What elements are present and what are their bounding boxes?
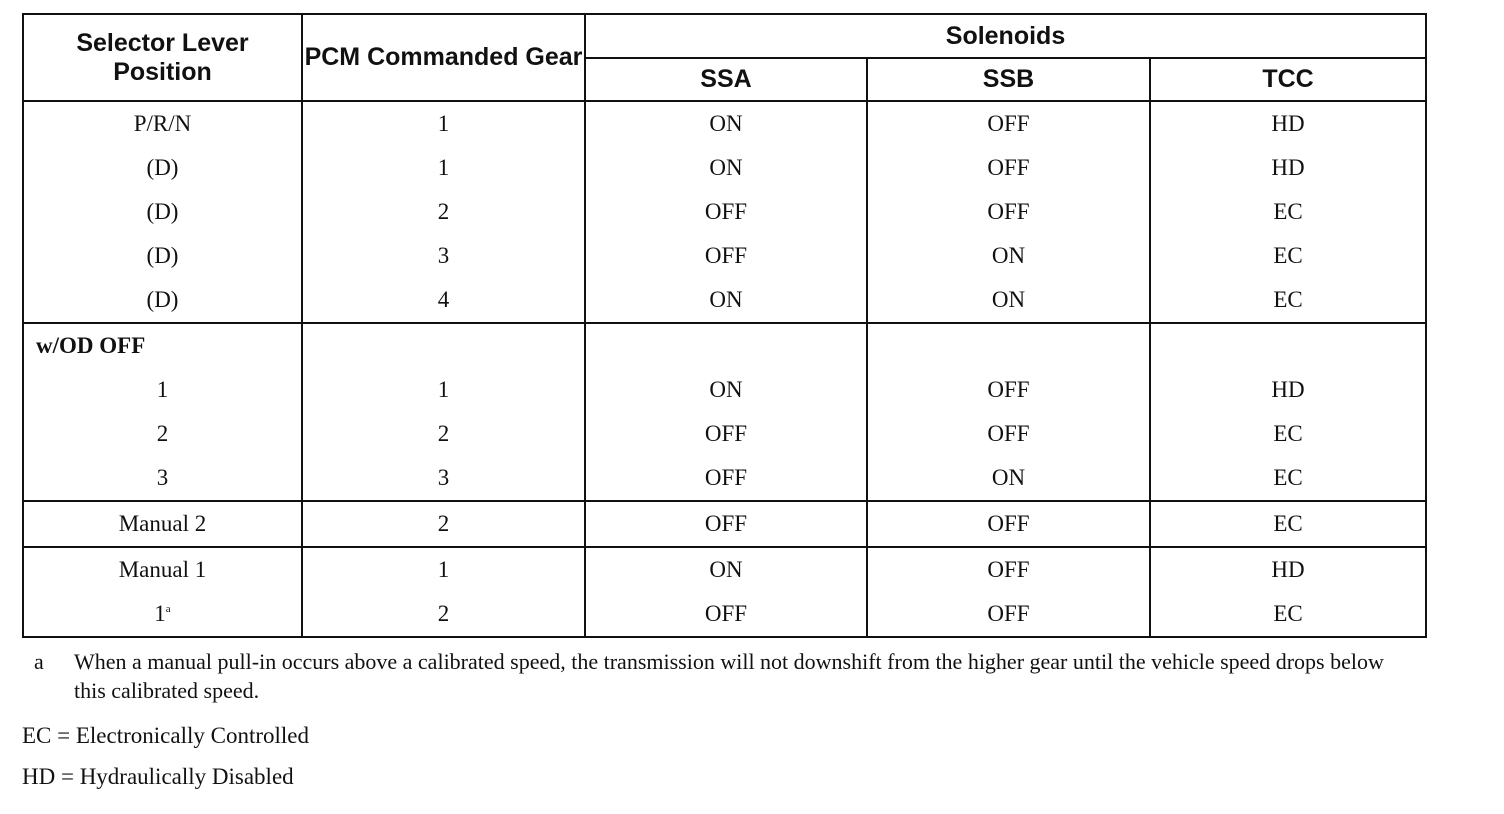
ssa-cell: ON bbox=[585, 278, 867, 323]
gear-cell: 2 bbox=[302, 412, 585, 456]
footnote-text: When a manual pull-in occurs above a calibrated speed, the transmission will not downshift from the higher gear until the vehicle speed drops below this calibrated speed. bbox=[74, 649, 1384, 703]
header-ssb: SSB bbox=[867, 58, 1150, 101]
gear-cell: 2 bbox=[302, 501, 585, 547]
gear-cell: 2 bbox=[302, 190, 585, 234]
header-tcc: TCC bbox=[1150, 58, 1426, 101]
ssb-cell: OFF bbox=[867, 592, 1150, 637]
table-row bbox=[23, 501, 1426, 547]
tcc-cell: HD bbox=[1150, 146, 1426, 190]
selector-cell bbox=[23, 592, 302, 637]
selector-cell: (D) bbox=[23, 278, 302, 323]
table-row bbox=[23, 547, 1426, 592]
ssb-cell: ON bbox=[867, 278, 1150, 323]
table-row bbox=[23, 190, 1426, 234]
footnote-marker: a bbox=[34, 649, 44, 674]
ssa-cell: OFF bbox=[585, 592, 867, 637]
ssa-cell: ON bbox=[585, 101, 867, 146]
ssb-cell: OFF bbox=[867, 146, 1150, 190]
ssb-cell: OFF bbox=[867, 101, 1150, 146]
tcc-cell: EC bbox=[1150, 234, 1426, 278]
tcc-cell: HD bbox=[1150, 547, 1426, 592]
tcc-cell: HD bbox=[1150, 368, 1426, 412]
ssa-cell: OFF bbox=[585, 234, 867, 278]
section-label-od-off: w/OD OFF bbox=[23, 323, 302, 368]
selector-cell: Manual 1 bbox=[23, 547, 302, 592]
tcc-cell: EC bbox=[1150, 592, 1426, 637]
ssa-cell: ON bbox=[585, 547, 867, 592]
selector-cell: 2 bbox=[23, 412, 302, 456]
table-row bbox=[23, 278, 1426, 323]
selector-cell: (D) bbox=[23, 234, 302, 278]
ssa-cell: OFF bbox=[585, 501, 867, 547]
selector-cell: 3 bbox=[23, 456, 302, 501]
gear-cell: 3 bbox=[302, 456, 585, 501]
header-pcm-commanded-gear: PCM Commanded Gear bbox=[302, 14, 585, 101]
ssb-cell: OFF bbox=[867, 547, 1150, 592]
tcc-cell: HD bbox=[1150, 101, 1426, 146]
ssa-cell: OFF bbox=[585, 190, 867, 234]
legend-hd: HD = Hydraulically Disabled bbox=[22, 764, 294, 789]
header-ssa: SSA bbox=[585, 58, 867, 101]
table-row bbox=[23, 101, 1426, 146]
header-solenoids: Solenoids bbox=[585, 14, 1426, 58]
table-row bbox=[23, 368, 1426, 412]
selector-cell: (D) bbox=[23, 190, 302, 234]
header-selector-lever-position: Selector Lever Position bbox=[23, 14, 302, 101]
tcc-cell: EC bbox=[1150, 278, 1426, 323]
ssb-cell: ON bbox=[867, 456, 1150, 501]
solenoid-application-chart bbox=[22, 13, 1426, 638]
ssb-cell: OFF bbox=[867, 368, 1150, 412]
ssb-cell: OFF bbox=[867, 190, 1150, 234]
legend-ec: EC = Electronically Controlled bbox=[22, 723, 309, 748]
ssb-cell: ON bbox=[867, 234, 1150, 278]
gear-cell: 2 bbox=[302, 592, 585, 637]
ssb-cell: OFF bbox=[867, 501, 1150, 547]
solenoid-table bbox=[22, 13, 1427, 638]
tcc-cell: EC bbox=[1150, 501, 1426, 547]
footnote-reference: a bbox=[165, 603, 171, 615]
gear-cell: 1 bbox=[302, 101, 585, 146]
table-row bbox=[23, 456, 1426, 501]
tcc-cell: EC bbox=[1150, 412, 1426, 456]
table-row bbox=[23, 146, 1426, 190]
ssa-cell: ON bbox=[585, 368, 867, 412]
table-row bbox=[23, 412, 1426, 456]
ssa-cell: OFF bbox=[585, 412, 867, 456]
selector-cell: (D) bbox=[23, 146, 302, 190]
table-row bbox=[23, 592, 1426, 637]
gear-cell: 3 bbox=[302, 234, 585, 278]
gear-cell: 1 bbox=[302, 368, 585, 412]
section-row-od-off bbox=[23, 323, 1426, 368]
footnote bbox=[34, 647, 1394, 705]
ssb-cell: OFF bbox=[867, 412, 1150, 456]
gear-cell: 1 bbox=[302, 547, 585, 592]
selector-cell: 1 bbox=[23, 368, 302, 412]
table-row bbox=[23, 234, 1426, 278]
tcc-cell: EC bbox=[1150, 456, 1426, 501]
selector-value: 1 bbox=[154, 601, 166, 626]
selector-cell: P/R/N bbox=[23, 101, 302, 146]
ssa-cell: ON bbox=[585, 146, 867, 190]
selector-cell: Manual 2 bbox=[23, 501, 302, 547]
gear-cell: 1 bbox=[302, 146, 585, 190]
ssa-cell: OFF bbox=[585, 456, 867, 501]
tcc-cell: EC bbox=[1150, 190, 1426, 234]
gear-cell: 4 bbox=[302, 278, 585, 323]
